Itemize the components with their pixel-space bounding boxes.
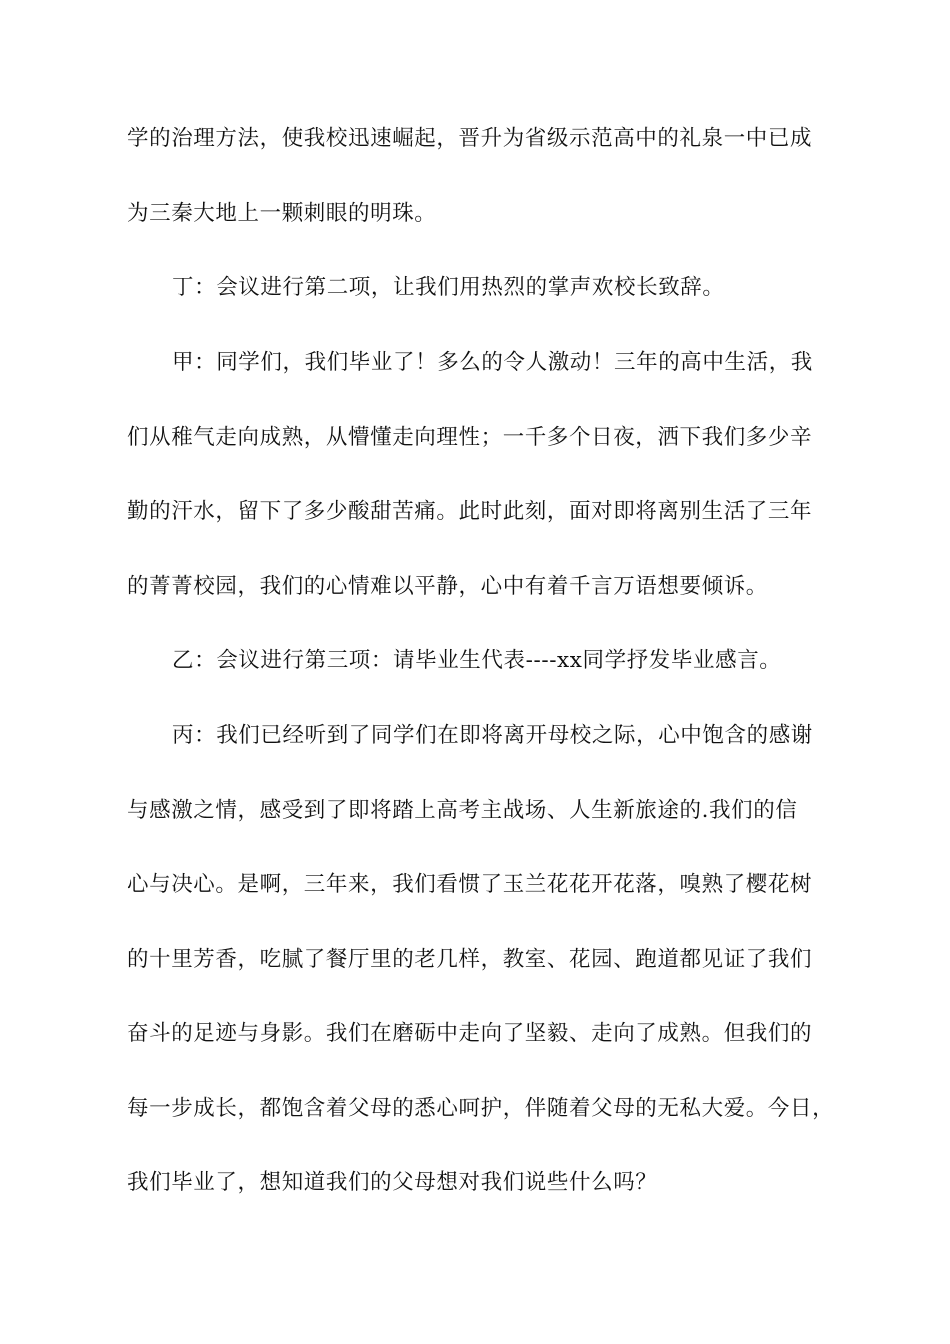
text-line: 奋斗的足迹与身影。我们在磨砺中走向了坚毅、走向了成熟。但我们的 [127,1021,813,1046]
text-line: 我们毕业了，想知道我们的父母想对我们说些什么吗？ [127,1170,658,1195]
text-line: 的菁菁校园，我们的心情难以平静，心中有着千言万语想要倾诉。 [127,574,768,599]
text-line: 的十里芳香，吃腻了餐厅里的老几样，教室、花园、跑道都见证了我们 [127,947,813,972]
paragraph-ding-line: 丁：会议进行第二项，让我们用热烈的掌声欢校长致辞。 [172,275,725,300]
text-line: 们从稚气走向成熟，从懵懂走向理性；一千多个日夜，洒下我们多少辛 [127,425,813,450]
paragraph-jia-line: 甲：同学们，我们毕业了！多么的令人激动！三年的高中生活，我 [172,350,813,375]
text-line: 学的治理方法，使我校迅速崛起，晋升为省级示范高中的礼泉一中已成 [127,126,813,151]
paragraph-yi-line: 乙：会议进行第三项：请毕业生代表----xx同学抒发毕业感言。 [172,648,782,673]
text-line: 心与决心。是啊，三年来，我们看惯了玉兰花花开花落，嗅熟了樱花树 [127,872,813,897]
text-line: 为三秦大地上一颗刺眼的明珠。 [127,201,437,226]
text-line: 与感激之情，感受到了即将踏上高考主战场、人生新旅途的.我们的信 [127,798,798,823]
text-line: 勤的汗水，留下了多少酸甜苦痛。此时此刻，面对即将离别生活了三年 [127,499,813,524]
paragraph-bing-line: 丙：我们已经听到了同学们在即将离开母校之际，心中饱含的感谢 [172,723,813,748]
text-line: 每一步成长，都饱含着父母的悉心呵护，伴随着父母的无私大爱。今日， [127,1096,835,1121]
